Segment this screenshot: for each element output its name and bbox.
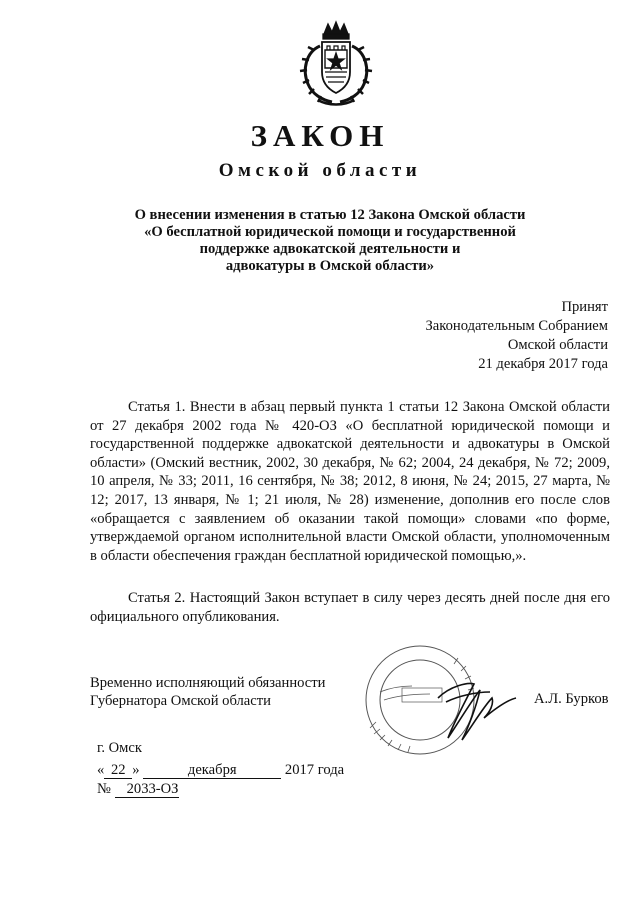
- signer-name: А.Л. Бурков: [534, 691, 609, 707]
- adoption-block: [426, 298, 609, 374]
- signing-date: [97, 762, 344, 779]
- signing-month: декабря: [143, 762, 281, 779]
- signer-position: [90, 674, 325, 710]
- law-name-line: «О бесплатной юридической помощи и государственной: [144, 224, 516, 240]
- document-title: ЗАКОН: [250, 118, 390, 153]
- law-name-line: адвокатуры в Омской области»: [225, 258, 435, 274]
- number-value: 2033-ОЗ: [115, 781, 179, 798]
- signing-year: 2017 года: [284, 762, 345, 778]
- quote-open: «: [97, 762, 105, 778]
- law-number: [97, 781, 179, 798]
- quote-close: »: [132, 762, 140, 778]
- adoption-line: Принят: [561, 299, 608, 315]
- official-seal-icon: [350, 642, 530, 762]
- coat-of-arms-icon: [294, 20, 378, 108]
- number-label: №: [97, 781, 111, 797]
- law-name: [120, 207, 540, 275]
- law-name-line: О внесении изменения в статью 12 Закона Омской области: [134, 207, 526, 223]
- article-2: Статья 2. Настоящий Закон вступает в силу через десять дней после дня его официального опубликования.: [90, 590, 610, 625]
- law-name-line: поддержке адвокатской деятельности и: [199, 241, 461, 257]
- signer-position-line: Губернатора Омской области: [90, 693, 271, 709]
- article-1: Статья 1. Внести в абзац первый пункта 1 статьи 12 Закона Омской области от 27 декабря 2002 года № 420-ОЗ «О бесплатной юридической помощи и государственной поддержке адвокатской деятельности и адвокатуры в Омской области» (Омский вестник, 2002, 30 декабря, № 62; 2004, 24 декабря, № 72; 2009, 10 апреля, № 33; 2011, 16 сентября, № 38; 2012, 8 июня, № 24; 2015, 27 марта, № 12; 2017, 13 января, № 1; 21 июля, № 28) изменение, дополнив его после слов «обращается с заявлением об оказании такой помощи» словами «по форме, утверждаемой органом исполнительной власти Омской области, уполномоченным в области обеспечения граждан бесплатной юридической помощью,».: [90, 399, 610, 564]
- adoption-date: 21 декабря 2017 года: [478, 356, 608, 372]
- place-of-signing: г. Омск: [97, 740, 142, 756]
- signer-position-line: Временно исполняющий обязанности: [90, 675, 326, 691]
- signing-day: 22: [104, 762, 132, 779]
- document-subtitle: Омской области: [218, 160, 422, 181]
- adoption-line: Законодательным Собранием: [425, 318, 608, 334]
- adoption-line: Омской области: [507, 337, 608, 353]
